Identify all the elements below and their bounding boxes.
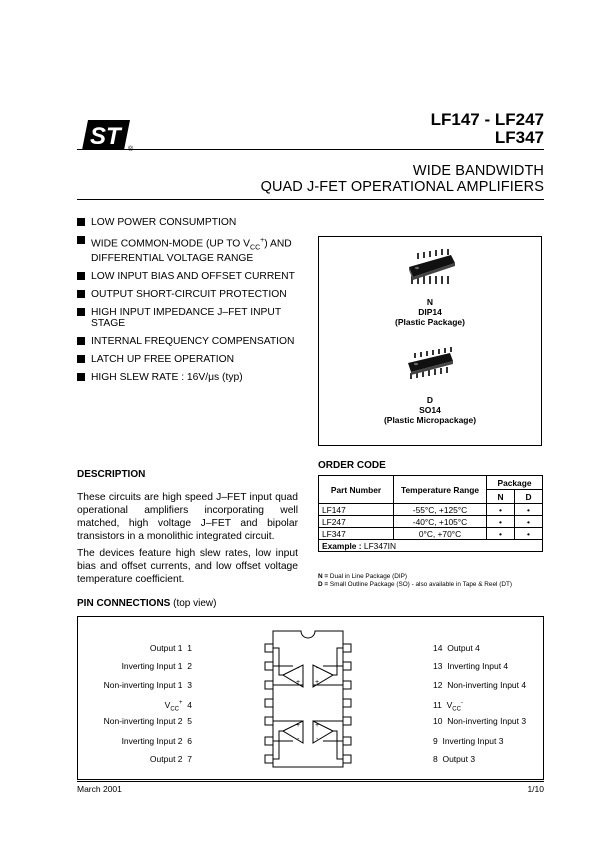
svg-text:+: + xyxy=(296,679,301,686)
bullet-square-icon xyxy=(77,373,85,381)
svg-text:+: + xyxy=(296,722,301,729)
svg-text:-: - xyxy=(316,665,319,672)
example-cell: Example : LF347IN xyxy=(319,540,543,552)
bullet-square-icon xyxy=(77,308,85,316)
subtitle-line1: WIDE BANDWIDTH xyxy=(412,163,544,179)
feature-item: LOW INPUT BIAS AND OFFSET CURRENT xyxy=(77,271,307,282)
pin-label-left: Non-inverting Input 1 3 xyxy=(103,680,192,690)
cell-temp: 0°C, +70°C xyxy=(394,528,487,540)
dip-desc: (Plastic Package) xyxy=(395,317,465,327)
pin-label-right: 10 Non-inverting Input 3 xyxy=(433,716,527,726)
bullet-square-icon xyxy=(77,290,85,298)
svg-text:+: + xyxy=(315,722,320,729)
pin-label-left: Non-inverting Input 2 5 xyxy=(103,716,192,726)
bullet-square-icon xyxy=(77,337,85,345)
dip-letter: N xyxy=(426,297,434,307)
pin-label-right: 11 $V_{CC}^-$ xyxy=(433,699,463,713)
cell-part: LF347 xyxy=(319,528,394,540)
so14-package-icon xyxy=(405,347,455,387)
feature-item: OUTPUT SHORT-CIRCUIT PROTECTION xyxy=(77,289,307,300)
bullet-square-icon xyxy=(77,355,85,363)
description-paragraph-1: These circuits are high speed J–FET input quad operational amplifiers incorporating well matched, high voltage J–FET and bipolar transistors in a monolithic integrated circuit. xyxy=(77,492,298,542)
bullet-square-icon xyxy=(77,236,85,244)
feature-item: HIGH INPUT IMPEDANCE J–FET INPUT STAGE xyxy=(77,307,307,329)
features-list xyxy=(77,217,307,390)
svg-text:-: - xyxy=(316,736,319,743)
header-divider xyxy=(77,149,544,150)
pin-label-left: Output 1 1 xyxy=(149,643,192,653)
note-d: D = Small Outline Package (SO) - also available in Tape & Reel (DT) xyxy=(318,580,512,588)
pin-label-left: Inverting Input 2 6 xyxy=(121,736,192,746)
cell-n: • xyxy=(487,528,515,540)
pin-label-left: Output 2 7 xyxy=(149,754,192,764)
so-letter: D xyxy=(426,395,434,405)
subtitle-divider xyxy=(77,199,544,200)
ic-pinout-diagram xyxy=(263,627,353,772)
document-subtitle xyxy=(261,163,544,195)
cell-temp: -40°C, +105°C xyxy=(394,516,487,528)
feature-item: INTERNAL FREQUENCY COMPENSATION xyxy=(77,336,307,347)
bullet-square-icon xyxy=(77,218,85,226)
subtitle-line2: QUAD J-FET OPERATIONAL AMPLIFIERS xyxy=(260,179,544,195)
header-package: Package xyxy=(487,476,543,490)
cell-temp: -55°C, +125°C xyxy=(394,504,487,516)
pin-label-right: 12 Non-inverting Input 4 xyxy=(433,680,527,690)
header-part-number: Part Number xyxy=(319,476,394,504)
cell-d: • xyxy=(515,504,543,516)
part-numbers-line2: LF347 xyxy=(494,128,544,147)
table-row xyxy=(319,516,543,528)
svg-text:+: + xyxy=(315,679,320,686)
svg-text:-: - xyxy=(297,665,300,672)
pin-label-right: 14 Output 4 xyxy=(433,643,480,653)
cell-n: • xyxy=(487,504,515,516)
footer-page-number: 1/10 xyxy=(527,784,544,794)
order-code-title: ORDER CODE xyxy=(318,460,386,471)
table-row xyxy=(319,504,543,516)
table-example-row xyxy=(319,540,543,552)
so-desc: (Plastic Micropackage) xyxy=(383,415,477,425)
pin-label-left: Inverting Input 1 2 xyxy=(121,661,192,671)
cell-d: • xyxy=(515,516,543,528)
part-numbers xyxy=(431,111,544,147)
package-notes xyxy=(318,573,512,588)
pin-label-right: 13 Inverting Input 4 xyxy=(433,661,509,671)
feature-item: HIGH SLEW RATE : 16V/μs (typ) xyxy=(77,372,307,383)
cell-part: LF147 xyxy=(319,504,394,516)
description-title: DESCRIPTION xyxy=(77,469,146,480)
svg-text:®: ® xyxy=(128,146,134,152)
pin-connections-box xyxy=(77,616,544,780)
feature-item: LATCH UP FREE OPERATION xyxy=(77,354,307,365)
pin-label-left: $V_{CC}^+$ 4 xyxy=(164,699,192,713)
footer-divider xyxy=(77,781,544,782)
so-caption xyxy=(319,395,541,425)
footer-date: March 2001 xyxy=(77,784,122,794)
pin-label-right: 9 Inverting Input 3 xyxy=(433,736,504,746)
pin-connections-title: PIN CONNECTIONS (top view) xyxy=(77,598,217,609)
feature-item: LOW POWER CONSUMPTION xyxy=(77,217,307,228)
table-header-row xyxy=(319,476,543,490)
svg-text:ST: ST xyxy=(90,123,121,150)
description-paragraph-2: The devices feature high slew rates, low input bias and offset currents, and low offset voltage temperature coefficient. xyxy=(77,548,298,585)
cell-part: LF247 xyxy=(319,516,394,528)
order-code-table xyxy=(318,475,543,552)
header-d: D xyxy=(515,490,543,504)
feature-item: WIDE COMMON-MODE (UP TO $V_{CC}^+$) AND DIFFERENTIAL VOLTAGE RANGE xyxy=(77,235,307,264)
svg-text:-: - xyxy=(297,736,300,743)
package-box xyxy=(318,236,542,446)
part-numbers-line1: LF147 - LF247 xyxy=(430,110,544,129)
header-n: N xyxy=(487,490,515,504)
dip14-package-icon xyxy=(407,249,457,289)
header-temperature-range: Temperature Range xyxy=(394,476,487,504)
bullet-square-icon xyxy=(77,272,85,280)
table-row xyxy=(319,528,543,540)
dip-caption xyxy=(319,297,541,327)
cell-d: • xyxy=(515,528,543,540)
dip-name: DIP14 xyxy=(418,307,442,317)
note-n: N = Dual in Line Package (DIP) xyxy=(318,573,407,580)
pin-label-right: 8 Output 3 xyxy=(433,754,476,764)
cell-n: • xyxy=(487,516,515,528)
so-name: SO14 xyxy=(419,405,441,415)
st-logo-icon xyxy=(80,118,136,152)
